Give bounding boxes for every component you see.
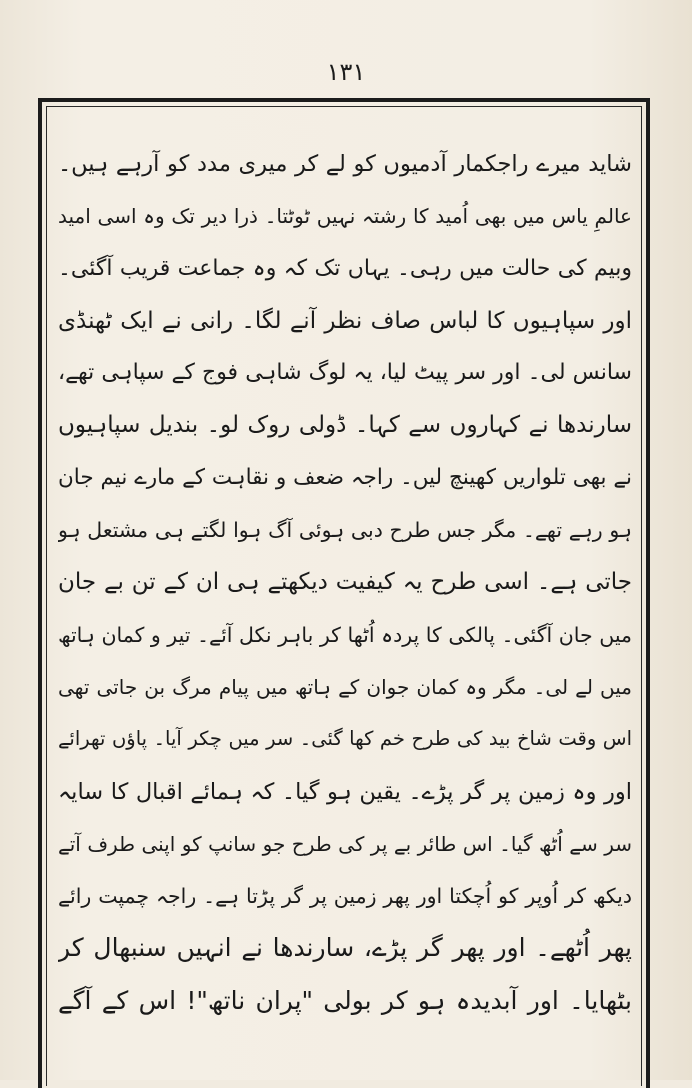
text-line: نے بھی تلواریں کھینچ لیں۔ راجہ ضعف و نقاہت کے مارے نیم جان (58, 464, 632, 490)
text-line: میں جان آگئی۔ پالکی کا پردہ اُٹھا کر باہر نکل آئے۔ تیر و کمان ہاتھ (58, 622, 632, 647)
text-line: جاتی ہے۔ اسی طرح یہ کیفیت دیکھتے ہی ان کے تن بے جان (58, 569, 632, 596)
text-line: پھر اُٹھے۔ اور پھر گر پڑے، سارندھا نے انہیں سنبھال کر (58, 933, 632, 963)
text-line: اور سپاہیوں کا لباس صاف نظر آنے لگا۔ رانی نے ایک ٹھنڈی (58, 307, 632, 334)
text-line: میں لے لی۔ مگر وہ کمان جوان کے ہاتھ میں پیام مرگ بن جاتی تھی (58, 674, 632, 699)
text-line: بٹھایا۔ اور آبدیدہ ہو کر بولی "پران ناتھ"! اس کے آگے (58, 985, 632, 1015)
body-text (58, 138, 632, 1027)
text-line: سر سے اُٹھ گیا۔ اس طائر بے پر کی طرح جو سانپ کو اپنی طرف آتے (58, 831, 632, 856)
text-line: عالمِ یاس میں بھی اُمید کا رشتہ نہیں ٹوٹتا۔ ذرا دیر تک وہ اسی امید (58, 204, 632, 229)
text-line: دیکھ کر اُوپر کو اُچکتا اور پھر زمین پر گر پڑتا ہے۔ راجہ چمپت رائے (58, 884, 632, 909)
page-number: ۱۳۱ (326, 58, 366, 86)
text-line: سانس لی۔ اور سر پیٹ لیا، یہ لوگ شاہی فوج کے سپاہی تھے، (58, 360, 632, 386)
text-line: شاید میرے راجکمار آدمیوں کو لے کر میری مدد کو آرہے ہیں۔ (58, 151, 632, 177)
text-line: وبیم کی حالت میں رہی۔ یہاں تک کہ وہ جماعت قریب آگئی۔ (58, 255, 632, 281)
text-line: سارندھا نے کہاروں سے کہا۔ ڈولی روک لو۔ بندیل سپاہیوں (58, 412, 632, 439)
text-line: اور وہ زمین پر گر پڑے۔ یقین ہو گیا۔ کہ ہمائے اقبال کا سایہ (58, 778, 632, 805)
text-line: اس وقت شاخ بید کی طرح خم کھا گئی۔ سر میں چکر آیا۔ پاؤں تھرائے (58, 727, 632, 751)
text-line: ہو رہے تھے۔ مگر جس طرح دبی ہوئی آگ ہوا لگتے ہی مشتعل ہو (58, 518, 632, 543)
